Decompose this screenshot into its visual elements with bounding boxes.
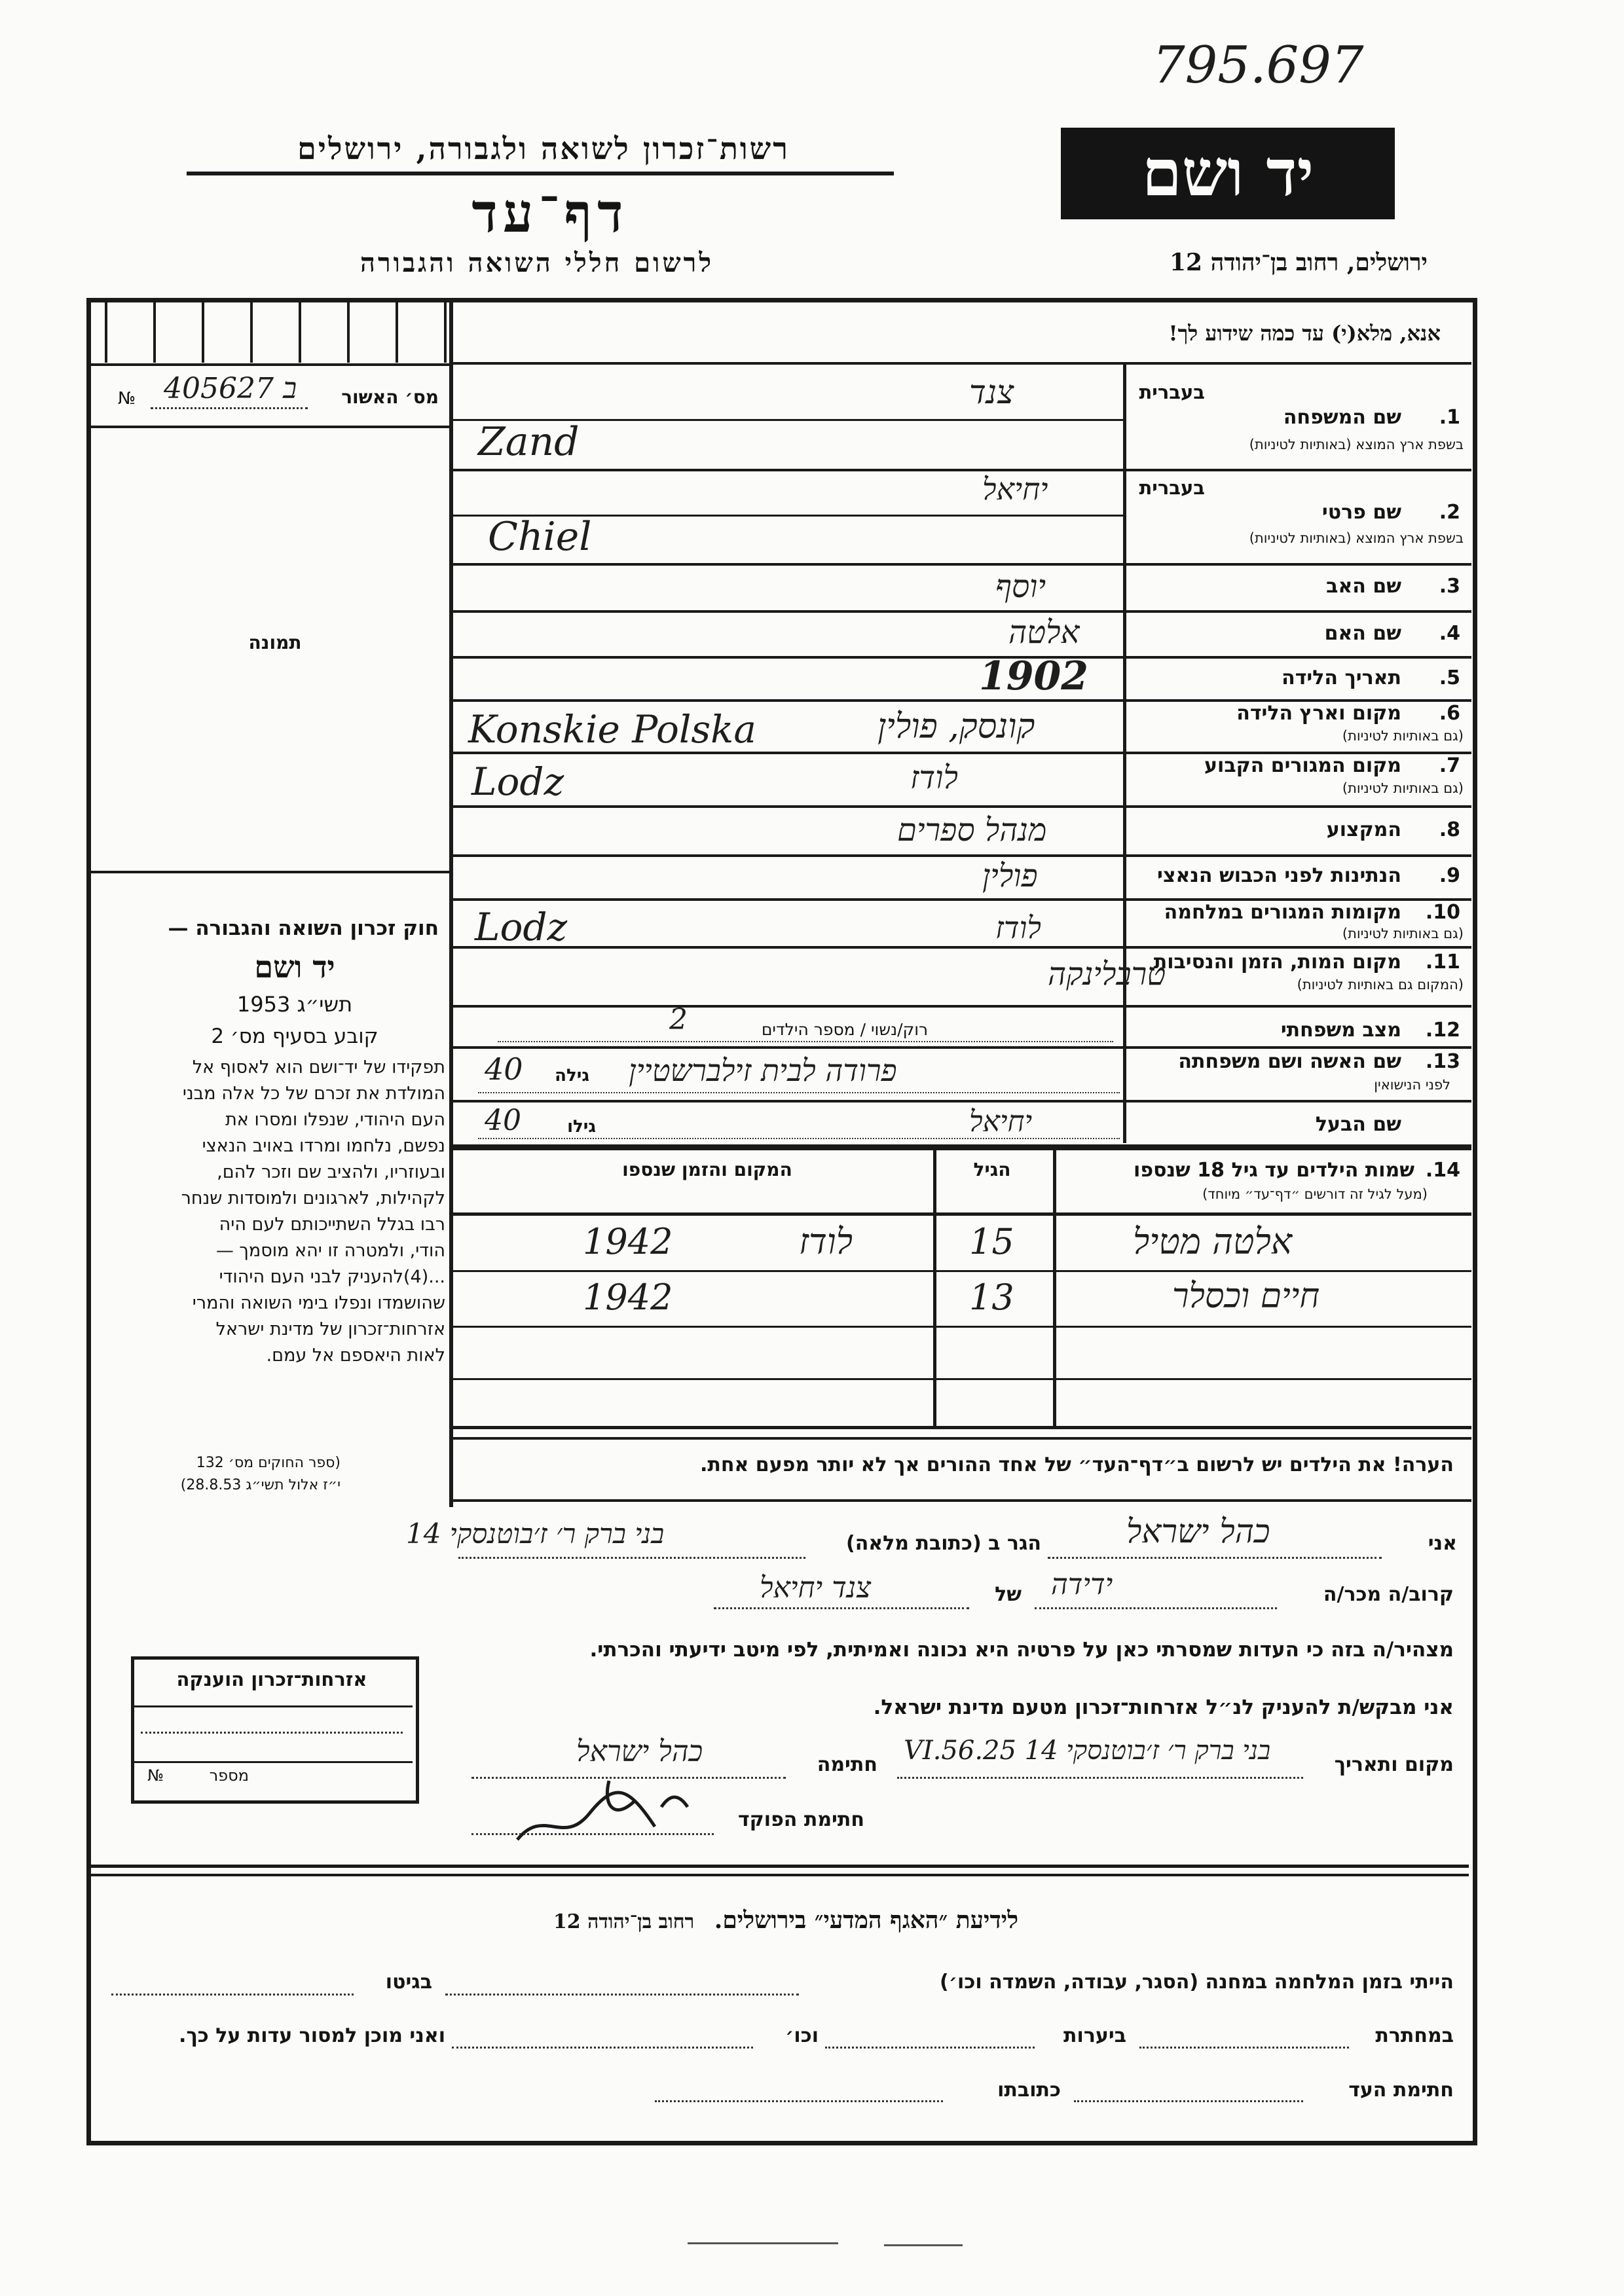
field-9-label: הנתינות לפני הכבוש הנאצי	[1157, 864, 1401, 887]
field-7-value-heb: לודז	[910, 759, 958, 796]
approval-bottom-rule	[90, 426, 449, 428]
law-line: לקהילות, לארגונים ולמוסדות שנחר	[181, 1188, 445, 1209]
field-7-hint: (גם באותיות לטיניות)	[1342, 780, 1464, 796]
bottom-line2-underground: במחתרת	[1375, 2024, 1454, 2047]
husband-value: יחיאל	[969, 1105, 1033, 1139]
law-line: העם היהודי, שנפלו ומסרו את	[225, 1110, 445, 1130]
field-11-hint: (המקום גם באותיות לטיניות)	[1297, 977, 1464, 993]
place-date-dots	[897, 1777, 1303, 1779]
field-4-value: אלטה	[1008, 614, 1080, 651]
field-5-value: 1902	[979, 653, 1088, 699]
row-rule	[453, 805, 1471, 808]
field-12-label: מצב משפחתי	[1280, 1019, 1401, 1042]
field-2-value-lat: Chiel	[488, 514, 592, 560]
children-title: שמות הילדים עד גיל 18 שנספו	[1134, 1159, 1414, 1182]
field-6-value-heb: קונסק, פולין	[877, 707, 1035, 746]
bottom-double-rule-1	[90, 1865, 1469, 1868]
field-12-printed: רוק/נשוי / מספר הילדים	[761, 1020, 929, 1039]
children-col-divider-1	[1053, 1147, 1056, 1429]
row-rule	[453, 1005, 1471, 1008]
declarant-name: כהל ישראל	[1126, 1512, 1270, 1550]
law-source-2: י״ז אלול תשי״ג 28.8.53)	[180, 1477, 341, 1493]
org-underline	[187, 172, 894, 175]
child-1-year: 1942	[583, 1221, 673, 1262]
field-1-value-lat: Zand	[478, 419, 580, 465]
field-5-num: 5.	[1439, 666, 1460, 689]
row-rule	[453, 610, 1471, 613]
field-4-num: 4.	[1439, 622, 1460, 645]
husband-age-value: 40	[485, 1104, 521, 1137]
approval-rule	[90, 363, 449, 366]
children-bottom-rule	[453, 1426, 1471, 1429]
bottom-line2-ready: ואני מוכן למסור עדות על כך.	[179, 2024, 445, 2047]
husband-age-label: גילו	[567, 1117, 596, 1137]
field-13-age-label: גילה	[555, 1066, 589, 1085]
declarant-name-dots	[1048, 1557, 1382, 1559]
child-1-place: לודז	[799, 1221, 853, 1262]
child-2-name: חיים וכסלר	[1172, 1277, 1320, 1316]
bottom-line2-dots-1	[1139, 2047, 1349, 2049]
field-5-label: תאריך הלידה	[1282, 666, 1401, 689]
law-source-1: (ספר החוקים מס׳ 132	[196, 1455, 341, 1471]
field-2-hint: בשפת ארץ המוצא (באותיות לטיניות)	[1249, 530, 1464, 546]
field-13-hint: לפני הנישואין	[1374, 1077, 1450, 1093]
scan-artifact-line	[884, 2244, 963, 2246]
official-dots	[471, 1833, 714, 1835]
children-row-rule	[453, 1378, 1471, 1380]
approval-dots	[151, 407, 308, 409]
field-1-num: 1.	[1439, 406, 1460, 429]
field-9-num: 9.	[1439, 864, 1460, 887]
row-rule	[453, 563, 1471, 566]
children-top-rule	[453, 1147, 1471, 1150]
bottom-line1-dots	[445, 1994, 799, 1995]
archive-stamp-number: 795.697	[1153, 36, 1364, 95]
field-2-label: שם פרטי	[1321, 501, 1401, 524]
declarant-relation-value: ידידה	[1051, 1568, 1113, 1601]
law-line: רבו בגלל השתייכותם לעם היה	[219, 1214, 445, 1235]
children-row-rule	[453, 1270, 1471, 1272]
declarant-ani: אני	[1428, 1532, 1457, 1555]
header-address: ירושלים, רחוב בן־יהודה 12	[1169, 249, 1428, 276]
field-6-value-lat: Konskie Polska	[468, 707, 756, 752]
field-8-label: המקצוע	[1326, 818, 1401, 841]
field-10-hint: (גם באותיות לטיניות)	[1342, 926, 1464, 941]
approval-value: 405627 ב	[164, 372, 297, 405]
child-2-age: 13	[969, 1277, 1014, 1318]
law-year	[196, 992, 393, 1017]
law-text-block	[97, 1057, 445, 1366]
declarant-address-dots	[458, 1557, 805, 1559]
signature-label: חתימה	[817, 1753, 877, 1776]
law-line: אזרחות־זכרון של מדינת ישראל	[215, 1319, 445, 1339]
law-clause: קובע בסעיף מס׳ 2	[211, 1025, 378, 1048]
citizenship-no-mark: №	[147, 1766, 164, 1785]
field-8-value: מנהל ספרים	[897, 812, 1047, 848]
form-subtitle: לרשום חללי השואה והגבורה	[360, 247, 714, 278]
law-line: ובעוזריו, ולהציב שם וזכר להם,	[217, 1162, 445, 1182]
field-10-label: מקומות המגורים במלחמה	[1164, 901, 1401, 924]
field-4-label: שם האם	[1324, 622, 1401, 645]
law-line: ...(4)להעניק לבני העם היהודי	[219, 1267, 445, 1287]
law-line: תפקידו של יד־ושם הוא לאסוף אל	[192, 1057, 445, 1078]
field-10-value-lat: Lodz	[475, 905, 568, 949]
children-row-rule	[453, 1326, 1471, 1328]
place-date-value: בני ברק ר׳ ז׳בוטנסקי 14 25.VI.56	[904, 1736, 1271, 1766]
form-title: דף־עד	[471, 182, 629, 245]
citizenship-title-rule	[134, 1705, 413, 1707]
law-logo: יד ושם	[254, 949, 335, 985]
children-col-place: המקום והזמן שנספו	[622, 1159, 792, 1180]
child-1-age: 15	[969, 1221, 1014, 1262]
children-col-divider-2	[933, 1147, 936, 1429]
declarant-of-label: של	[995, 1583, 1022, 1606]
field-6-label: מקום וארץ הלידה	[1236, 702, 1401, 725]
field-3-label: שם האב	[1326, 575, 1401, 598]
field-6-num: 6.	[1439, 702, 1460, 725]
field-13-num: 13.	[1425, 1050, 1460, 1073]
declarant-relation-label: קרוב/ה מכר/ה	[1323, 1583, 1454, 1606]
row-rule	[453, 1100, 1471, 1102]
law-line: שהושמדו ונפלו בימי השואה והמרי	[192, 1293, 445, 1313]
field-1-tag: בעברית	[1139, 381, 1205, 403]
note-bottom-rule	[453, 1499, 1471, 1502]
field-11-label: מקום המות, הזמן והנסיבות	[1153, 951, 1401, 974]
law-line: נפשם, נלחמו ומרדו באויב הנאצי	[202, 1136, 445, 1156]
children-num: 14.	[1425, 1159, 1460, 1182]
field-2-value-heb: יחיאל	[982, 471, 1048, 507]
child-1-name: אלטה מטיל	[1133, 1221, 1293, 1262]
child-2-year: 1942	[583, 1277, 673, 1318]
field-9-value: פולין	[982, 858, 1038, 894]
bottom-address-label: כתובתו	[997, 2079, 1061, 2102]
field-8-num: 8.	[1439, 818, 1460, 841]
bottom-line2-forests: ביערות	[1063, 2024, 1126, 2047]
field-13-age-value: 40	[485, 1051, 523, 1087]
field-12-dots	[498, 1041, 1113, 1042]
bottom-line1-end: בגיטו	[385, 1971, 432, 1994]
bottom-title-address: רחוב בן־יהודה 12	[553, 1910, 695, 1933]
law-year-number: 1953	[236, 992, 291, 1017]
field-10-value-heb: לודז	[995, 910, 1041, 945]
note-text: הערה! את הילדים יש לרשום ב״דף־העד״ של אחד ההורים אך לא יותר מפעם אחת.	[700, 1453, 1454, 1476]
field-2-tag: בעברית	[1139, 477, 1205, 499]
field-3-value: יוסף	[995, 568, 1046, 605]
row-rule	[453, 656, 1471, 659]
bottom-line2-dots-2	[825, 2047, 1035, 2049]
logo-text: יד ושם	[1141, 136, 1314, 211]
field-1-hint: בשפת ארץ המוצא (באותיות לטיניות)	[1249, 437, 1464, 452]
bottom-title-text: לידיעת ״האגף המדעי״ בירושלים.	[714, 1906, 1019, 1934]
declarant-residing-label: הגר ב (כתובת מלאה)	[845, 1532, 1041, 1555]
bottom-line3-dots-2	[655, 2100, 943, 2102]
approval-no-mark: №	[118, 389, 136, 409]
bottom-title	[393, 1906, 1179, 1934]
law-line: לאות היאספם אל עמם.	[266, 1345, 445, 1366]
citizenship-title: אזרחות־זכרון הוענקה	[176, 1668, 367, 1690]
scan-artifact-line	[688, 2242, 838, 2244]
field-7-value-lat: Lodz	[471, 759, 564, 804]
citizenship-dots-1	[141, 1732, 403, 1734]
husband-label: שם הבעל	[1315, 1113, 1401, 1136]
field-10-num: 10.	[1425, 901, 1460, 924]
field-13-label: שם האשה ושם משפחתה	[1178, 1050, 1401, 1073]
declarant-of-dots	[714, 1607, 969, 1609]
photo-bottom-rule	[90, 871, 449, 873]
field-7-label: מקום המגורים הקבוע	[1204, 754, 1401, 777]
field-7-num: 7.	[1439, 754, 1460, 777]
field-1-value-heb: צנד	[969, 373, 1014, 411]
field-12-value: 2	[669, 1003, 688, 1036]
field-13-dots	[478, 1092, 1120, 1093]
law-title: חוק זכרון השואה והגבורה —	[168, 917, 439, 940]
row-rule	[453, 854, 1471, 857]
ticks-box	[105, 302, 449, 363]
children-header-rule	[453, 1212, 1471, 1216]
husband-dots	[478, 1138, 1120, 1139]
field-2-num: 2.	[1439, 501, 1460, 524]
official-signature-label: חתימת הפוקד	[738, 1808, 864, 1831]
official-signature-scribble	[504, 1768, 701, 1853]
field-11-value: טרבלינקה	[1048, 956, 1166, 993]
declaration-text: מצהיר/ה בזה כי העדות שמסרתי כאן על פרטיה היא נכונה ואמיתית, לפי מיטב ידיעתי והכרתי.	[589, 1638, 1454, 1662]
row-rule	[453, 1046, 1471, 1049]
field-3-num: 3.	[1439, 575, 1460, 598]
bottom-line3-dots-1	[1074, 2100, 1303, 2102]
field-13-value: פרודה לבית זילברשטיין	[629, 1053, 897, 1088]
approval-label: מס׳ האשור	[341, 386, 439, 408]
bottom-line2-dots-3	[452, 2047, 753, 2049]
declarant-of-value: צנד יחיאל	[760, 1571, 872, 1605]
bottom-line2-etc: וכו׳	[785, 2024, 819, 2047]
children-hint: (מעל לגיל זה דורשים ״דף־עד״ מיוחד)	[1202, 1186, 1428, 1202]
bottom-witness-signature-label: חתימת העד	[1348, 2079, 1454, 2102]
bottom-double-rule-2	[90, 1874, 1469, 1876]
field-6-hint: (גם באותיות לטיניות)	[1342, 728, 1464, 744]
request-text: אני מבקש/ת להעניק לנ״ל אזרחות־זכרון מטעם מדינת ישראל.	[873, 1696, 1454, 1719]
org-line: רשות־זכרון לשואה ולגבורה, ירושלים	[297, 131, 790, 166]
note-top-rule	[453, 1437, 1471, 1440]
law-line: הודי, ולמטרה זו יהא מוסמך —	[215, 1241, 445, 1261]
instructions-rule	[453, 362, 1471, 365]
field-11-num: 11.	[1425, 951, 1460, 974]
place-date-label: מקום ותאריך	[1334, 1753, 1454, 1776]
declarant-relation-dots	[1035, 1607, 1277, 1609]
bottom-line1-label: הייתי בזמן המלחמה במחנה (הסגר, עבודה, השמדה וכו׳)	[940, 1971, 1454, 1994]
law-year-heb: תשי״ג	[297, 992, 353, 1017]
law-line: המולדת את זכרם של כל אלה מבני	[182, 1084, 445, 1104]
row-rule	[453, 946, 1471, 949]
declarant-address: בני ברק ר׳ ז׳בוטנסקי 14	[406, 1518, 665, 1550]
signature-value: כהל ישראל	[576, 1735, 703, 1768]
field-12-num: 12.	[1425, 1019, 1460, 1042]
children-col-age: הגיל	[973, 1159, 1011, 1180]
row-rule	[453, 469, 1471, 471]
field-1-label: שם המשפחה	[1283, 406, 1401, 429]
bottom-line1-tail-dots	[111, 1994, 354, 1995]
instructions-text: אנא, מלא(י) עד כמה שידוע לך!	[1168, 321, 1441, 346]
citizenship-number-label: מספר	[209, 1766, 249, 1785]
citizenship-bottom-rule	[134, 1761, 413, 1763]
photo-label: תמונה	[248, 632, 302, 653]
